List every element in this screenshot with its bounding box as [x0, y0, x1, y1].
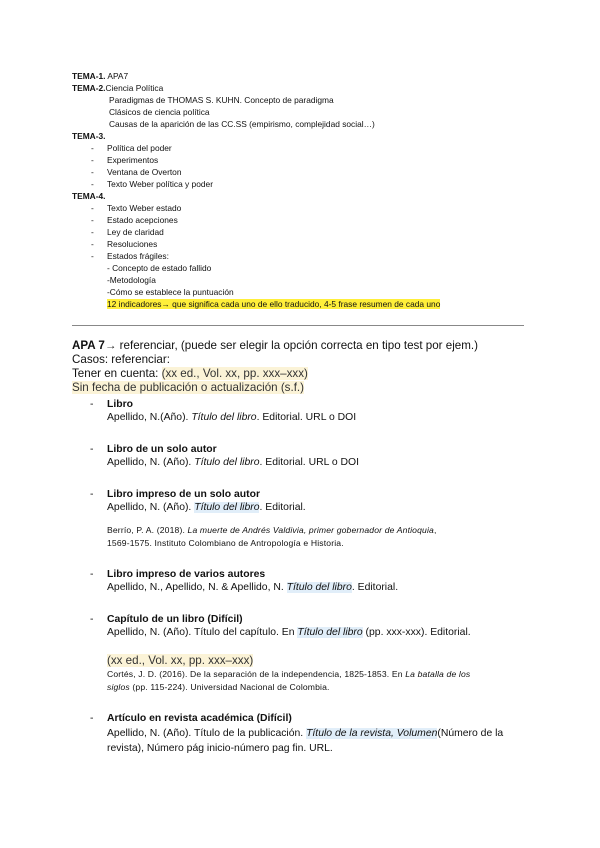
tema-4-item: - Estado acepciones: [91, 215, 178, 225]
topics-list: [72, 70, 440, 310]
tema-2: TEMA-2.Ciencia Política: [72, 83, 164, 93]
fragile-subitem: - Concepto de estado fallido: [107, 263, 212, 273]
entry-format: Apellido, N. (Año). Título de la publicación. Título de la revista, Volumen(Número de la revista), Número pág inicio-número pag fin. URL.: [107, 727, 504, 754]
entry-title: Libro impreso de varios autores: [107, 569, 266, 580]
entry-capitulo: - Capítulo de un libro (Difícil) Apellido, N. (Año). Título del capítulo. En Título del libro (pp. xxx-xxx). Editorial. (xx ed., Vol. xx, pp. xxx–xxx) Cortés, J. D. (2016). De la separación de la independencia, 1825-1853. En La batalla de los siglos (pp. 115-224). Universidad Nacional de Colombia.: [72, 614, 532, 694]
tema-4: TEMA-4.: [72, 191, 106, 201]
tema-3-item: - Texto Weber política y poder: [91, 179, 213, 189]
tema-3-item: - Política del poder: [91, 143, 172, 153]
entry-format: Apellido, N., Apellido, N. & Apellido, N. Título del libro. Editorial.: [107, 581, 399, 593]
tema-4-item: - Estados frágiles:: [91, 251, 169, 261]
entry-articulo: - Artículo en revista académica (Difícil) Apellido, N. (Año). Título de la publicación. Título de la revista, Volumen(Número de la revista), Número pág inicio-número pag fin. URL.: [72, 713, 532, 756]
entry-example: Cortés, J. D. (2016). De la separación de la independencia, 1825-1853. En La batalla de los siglos (pp. 115-224). Universidad Nacional de Colombia.: [107, 669, 471, 692]
entry-title: Libro de un solo autor: [107, 444, 217, 455]
tema-1: TEMA-1. APA7: [72, 71, 129, 81]
tener-line: Tener en cuenta: (xx ed., Vol. xx, pp. xxx–xxx): [72, 367, 308, 380]
entry-title: Libro: [107, 399, 133, 410]
fragile-subitem: -Metodología: [107, 275, 156, 285]
entry-example: 1569-1575. Instituto Colombiano de Antropología e Historia.: [107, 538, 344, 548]
tema-2-item: Causas de la aparición de las CC.SS (empirismo, complejidad social…): [109, 119, 375, 129]
tema-3-item: - Ventana de Overton: [91, 167, 182, 177]
tema-2-item: Clásicos de ciencia política: [109, 107, 210, 117]
entry-format: Apellido, N. (Año). Título del capítulo. En Título del libro (pp. xxx-xxx). Editorial.: [107, 626, 471, 638]
highlight-note: 12 indicadores→ que significa cada uno de ello traducido, 4-5 frase resumen de cada uno: [107, 299, 441, 309]
entry-varios-autores: - Libro impreso de varios autores Apellido, N., Apellido, N. & Apellido, N. Título del libro. Editorial.: [72, 569, 532, 594]
entry-format: Apellido, N.(Año). Título del libro. Editorial. URL o DOI: [107, 411, 357, 423]
tema-4-item: - Resoluciones: [91, 239, 158, 249]
tema-2-item: Paradigmas de THOMAS S. KUHN. Concepto de paradigma: [109, 95, 334, 105]
apa-section: [72, 339, 532, 756]
entry-libro-impreso: - Libro impreso de un solo autor Apellido, N. (Año). Título del libro. Editorial. Berrío, P. A. (2018). La muerte de Andrés Valdivia, primer gobernador de Antioquia, 1569-1575. Instituto Colombiano de Antropología e Historia.: [72, 489, 532, 550]
entry-title: Capítulo de un libro (Difícil): [107, 614, 243, 625]
entry-libro: - Libro Apellido, N.(Año). Título del libro. Editorial. URL o DOI: [72, 399, 532, 424]
tema-4-item: - Texto Weber estado: [91, 203, 182, 213]
entry-note: (xx ed., Vol. xx, pp. xxx–xxx): [107, 654, 254, 667]
entry-title: Artículo en revista académica (Difícil): [107, 713, 292, 724]
entry-format: Apellido, N. (Año). Título del libro. Editorial.: [107, 501, 306, 513]
entry-title: Libro impreso de un solo autor: [107, 489, 260, 500]
entry-format: Apellido, N. (Año). Título del libro. Editorial. URL o DOI: [107, 456, 359, 468]
apa-heading: APA 7→ referenciar, (puede ser elegir la opción correcta en tipo test por ejem.): [72, 339, 478, 352]
entry-libro-un-autor: - Libro de un solo autor Apellido, N. (Año). Título del libro. Editorial. URL o DOI: [72, 444, 532, 469]
sin-fecha-line: Sin fecha de publicación o actualización (s.f.): [72, 381, 305, 394]
fragile-subitem: -Cómo se establece la puntuación: [107, 287, 234, 297]
tema-4-item: - Ley de claridad: [91, 227, 164, 237]
tema-3: TEMA-3.: [72, 131, 106, 141]
casos-line: Casos: referenciar:: [72, 353, 170, 366]
entry-example: Berrío, P. A. (2018). La muerte de Andrés Valdivia, primer gobernador de Antioquia,: [107, 525, 437, 535]
section-divider: [72, 325, 524, 326]
tema-3-item: - Experimentos: [91, 155, 159, 165]
